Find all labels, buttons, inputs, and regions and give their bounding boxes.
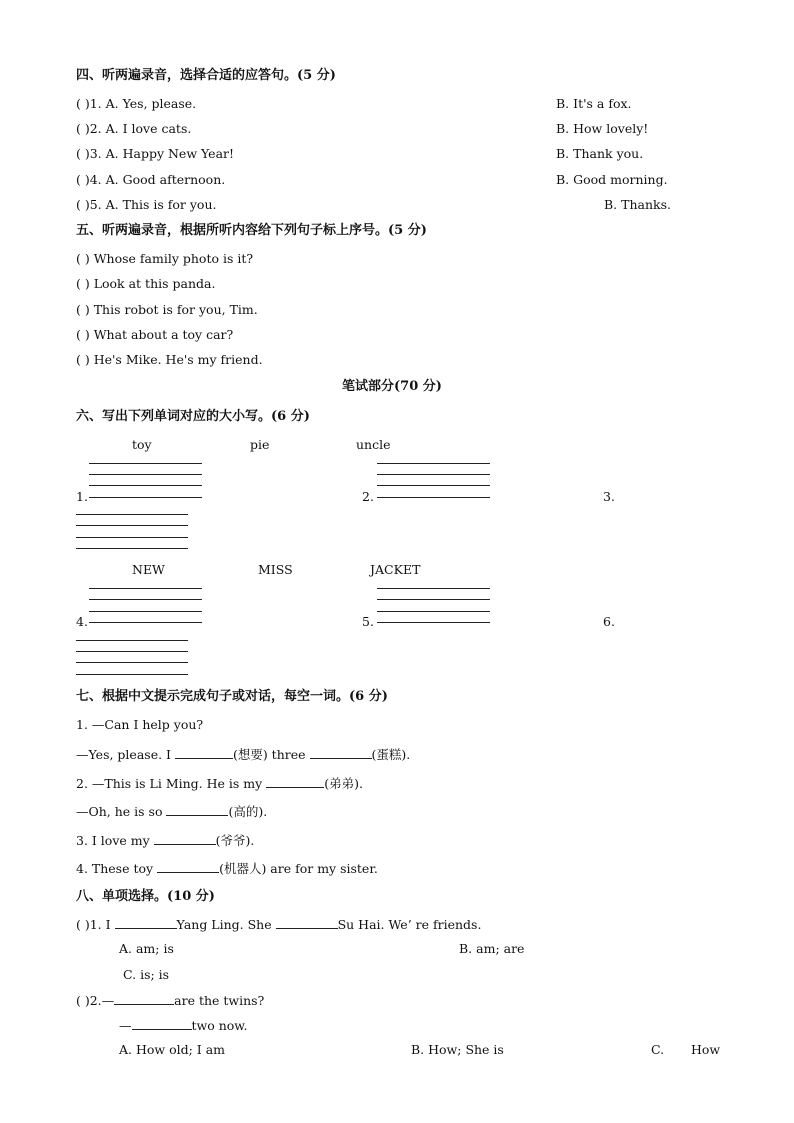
s8-q2-option-a: A. How old; I am xyxy=(119,1042,225,1057)
writing-line xyxy=(89,588,202,589)
section5-title: 五、听两遍录音，根据所听内容给下列句子标上序号。(5 分) xyxy=(76,223,427,238)
s5-item: ( ) This robot is for you, Tim. xyxy=(76,302,258,317)
section4-title: 四、听两遍录音，选择合适的应答句。(5 分) xyxy=(76,68,336,83)
s7-line-text: —Oh, he is so xyxy=(76,804,167,819)
s7-line-text: —Yes, please. I xyxy=(76,747,175,762)
writing-line xyxy=(89,497,202,498)
s7-line-text: 4. These toy xyxy=(76,861,158,876)
item-number-3: 3. xyxy=(603,489,615,504)
s4-q1-option-b: B. It's a fox. xyxy=(556,96,632,111)
written-part-header: 笔试部分(70 分) xyxy=(342,379,442,394)
s5-item: ( ) Whose family photo is it? xyxy=(76,251,254,266)
s7-hint: (机器人) are for my sister. xyxy=(219,861,378,876)
writing-line xyxy=(89,622,202,623)
item-number-4: 4. xyxy=(76,614,88,629)
word-new: NEW xyxy=(132,562,165,577)
writing-line xyxy=(76,514,188,515)
writing-line xyxy=(76,651,188,652)
writing-line xyxy=(377,611,490,612)
word-jacket: JACKET xyxy=(370,562,421,577)
s7-hint: (想要) three xyxy=(232,747,310,762)
s4-q5-option-a: ( )5. A. This is for you. xyxy=(76,197,217,212)
s8-q2-text: ( )2.— xyxy=(76,993,115,1008)
s4-q4-option-a: ( )4. A. Good afternoon. xyxy=(76,172,226,187)
s8-q1-text: Yang Ling. She xyxy=(176,917,276,932)
item-number-6: 6. xyxy=(603,614,615,629)
writing-line xyxy=(89,611,202,612)
answer-blank[interactable] xyxy=(132,1017,192,1030)
answer-blank[interactable] xyxy=(175,746,233,759)
writing-line xyxy=(89,474,202,475)
s8-q2-option-b: B. How; She is xyxy=(411,1042,504,1057)
answer-blank[interactable] xyxy=(115,916,177,929)
answer-blank[interactable] xyxy=(276,916,338,929)
s8-q2-text: two now. xyxy=(191,1018,248,1033)
s7-line-3 xyxy=(76,775,363,792)
writing-line xyxy=(76,662,188,663)
s5-item: ( ) Look at this panda. xyxy=(76,276,216,291)
s8-q2-option-c-text: How xyxy=(691,1042,721,1057)
s4-q3-option-b: B. Thank you. xyxy=(556,146,644,161)
answer-blank[interactable] xyxy=(157,860,219,873)
writing-line xyxy=(377,485,490,486)
writing-line xyxy=(89,485,202,486)
s5-item: ( ) He's Mike. He's my friend. xyxy=(76,352,263,367)
s8-q1-option-c: C. is; is xyxy=(123,967,170,982)
writing-line xyxy=(76,640,188,641)
s4-q5-option-b: B. Thanks. xyxy=(604,197,671,212)
answer-blank[interactable] xyxy=(154,832,216,845)
word-pie: pie xyxy=(250,437,270,452)
s7-hint: (高的). xyxy=(228,804,268,819)
s8-q2-option-c-label: C. xyxy=(651,1042,665,1057)
writing-line xyxy=(76,674,188,675)
item-number-1: 1. xyxy=(76,489,88,504)
s8-q1-option-b: B. am; are xyxy=(459,941,525,956)
s7-line-5 xyxy=(76,832,254,849)
s7-line-6 xyxy=(76,860,378,877)
word-miss: MISS xyxy=(258,562,293,577)
s7-line-4 xyxy=(76,803,267,820)
s7-line-2 xyxy=(76,746,410,763)
writing-line xyxy=(76,525,188,526)
writing-line xyxy=(76,548,188,549)
writing-line xyxy=(89,599,202,600)
s8-q2-reply xyxy=(119,1017,248,1034)
word-uncle: uncle xyxy=(356,437,391,452)
s4-q2-option-b: B. How lovely! xyxy=(556,121,649,136)
section6-title: 六、写出下列单词对应的大小写。(6 分) xyxy=(76,409,310,424)
s7-hint: (蛋糕). xyxy=(371,747,411,762)
answer-blank[interactable] xyxy=(266,775,324,788)
s8-q1-text: ( )1. I xyxy=(76,917,115,932)
s7-line-1: 1. —Can I help you? xyxy=(76,717,204,732)
s8-q1-text: Su Hai. We’ re friends. xyxy=(337,917,482,932)
item-number-5: 5. xyxy=(362,614,374,629)
s7-line-text: 2. —This is Li Ming. He is my xyxy=(76,776,267,791)
writing-line xyxy=(76,537,188,538)
s8-q2 xyxy=(76,992,264,1009)
writing-line xyxy=(377,474,490,475)
section7-title: 七、根据中文提示完成句子或对话，每空一词。(6 分) xyxy=(76,689,388,704)
s7-hint: (爷爷). xyxy=(215,833,255,848)
s7-hint: (弟弟). xyxy=(324,776,363,791)
s4-q4-option-b: B. Good morning. xyxy=(556,172,668,187)
s8-q1 xyxy=(76,916,481,933)
s7-line-text: 3. I love my xyxy=(76,833,154,848)
answer-blank[interactable] xyxy=(114,992,174,1005)
s4-q1-option-a: ( )1. A. Yes, please. xyxy=(76,96,197,111)
writing-line xyxy=(377,588,490,589)
writing-line xyxy=(377,622,490,623)
section8-title: 八、单项选择。(10 分) xyxy=(76,889,215,904)
s5-item: ( ) What about a toy car? xyxy=(76,327,234,342)
writing-line xyxy=(377,497,490,498)
answer-blank[interactable] xyxy=(310,746,372,759)
s8-q1-option-a: A. am; is xyxy=(119,941,174,956)
s8-q2-text: — xyxy=(119,1018,132,1033)
s8-q2-text: are the twins? xyxy=(174,993,265,1008)
writing-line xyxy=(377,599,490,600)
writing-line xyxy=(377,463,490,464)
word-toy: toy xyxy=(132,437,152,452)
s4-q2-option-a: ( )2. A. I love cats. xyxy=(76,121,192,136)
writing-line xyxy=(89,463,202,464)
answer-blank[interactable] xyxy=(166,803,228,816)
s4-q3-option-a: ( )3. A. Happy New Year! xyxy=(76,146,235,161)
item-number-2: 2. xyxy=(362,489,374,504)
